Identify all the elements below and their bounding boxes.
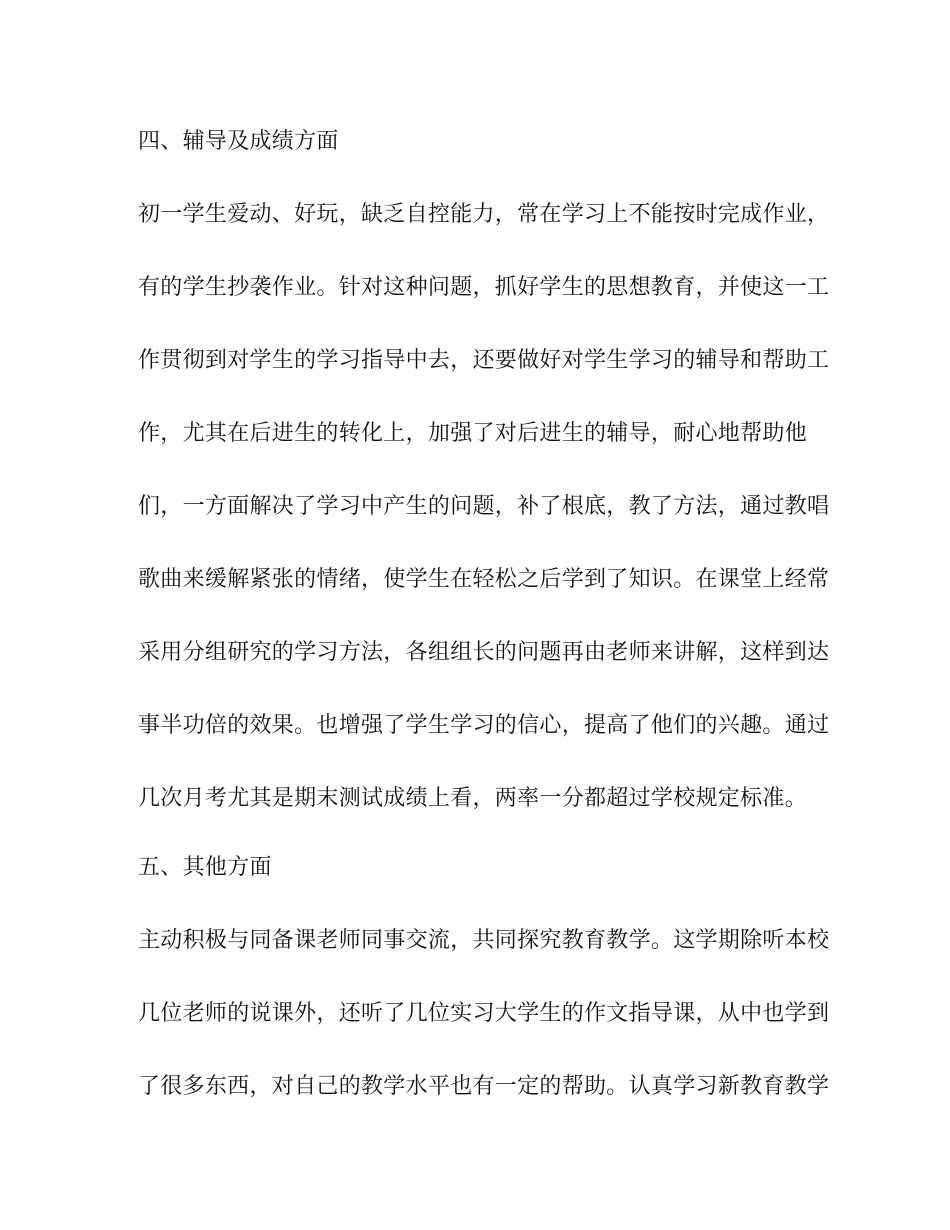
paragraph-line: 了很多东西，对自己的教学水平也有一定的帮助。认真学习新教育教学 <box>138 1074 830 1099</box>
paragraph-line: 采用分组研究的学习方法，各组组长的问题再由老师来讲解，这样到达 <box>138 640 830 665</box>
paragraph-line: 歌曲来缓解紧张的情绪，使学生在轻松之后学到了知识。在课堂上经常 <box>138 567 830 592</box>
paragraph-line: 初一学生爱动、好玩，缺乏自控能力，常在学习上不能按时完成作业， <box>138 202 830 227</box>
paragraph-line: 作贯彻到对学生的学习指导中去，还要做好对学生学习的辅导和帮助工 <box>138 348 830 373</box>
paragraph-line: 作，尤其在后进生的转化上，加强了对后进生的辅导，耐心地帮助他 <box>138 421 808 446</box>
paragraph-line: 们，一方面解决了学习中产生的问题，补了根底，教了方法，通过教唱 <box>138 494 830 519</box>
paragraph-line: 主动积极与同备课老师同事交流，共同探究教育教学。这学期除听本校 <box>138 928 830 953</box>
paragraph-line: 有的学生抄袭作业。针对这种问题，抓好学生的思想教育，并使这一工 <box>138 275 830 300</box>
paragraph-line: 几次月考尤其是期末测试成绩上看，两率一分都超过学校规定标准。 <box>138 786 808 811</box>
section-heading-tutoring: 四、辅导及成绩方面 <box>138 129 339 154</box>
paragraph-line: 几位老师的说课外，还听了几位实习大学生的作文指导课，从中也学到 <box>138 1001 830 1026</box>
section-heading-other: 五、其他方面 <box>138 855 272 880</box>
paragraph-line: 事半功倍的效果。也增强了学生学习的信心，提高了他们的兴趣。通过 <box>138 713 830 738</box>
